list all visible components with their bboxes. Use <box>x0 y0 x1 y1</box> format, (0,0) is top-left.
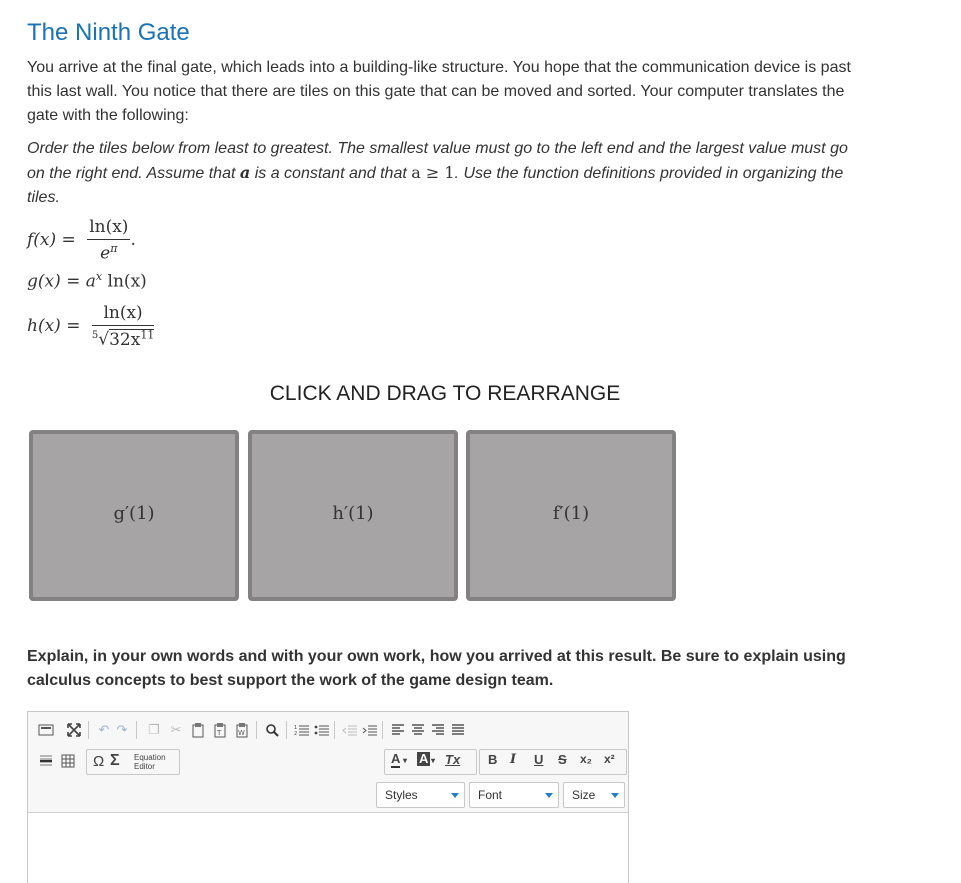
align-center-icon[interactable] <box>408 720 428 740</box>
align-left-icon[interactable] <box>388 720 408 740</box>
explain-prompt: Explain, in your own words and with your own work, how you arrived at this result. Be sure to explain using calculus concepts to best support the work of the game design team. <box>27 648 846 689</box>
svg-text:2: 2 <box>294 731 298 737</box>
page-title: The Ninth Gate <box>27 19 190 46</box>
tile-label: h′(1) <box>332 503 374 524</box>
toolbar-separator <box>136 721 137 739</box>
table-icon[interactable] <box>58 751 78 771</box>
paste-word-icon[interactable] <box>232 720 252 740</box>
h-fraction <box>92 303 154 350</box>
text-style-group <box>479 749 627 775</box>
function-f-definition: f(x) = $\frac{\ln(x)}{e^\pi}$ . <box>27 217 136 264</box>
equation-editor-label: Equation Editor <box>134 753 166 771</box>
tile-f-prime[interactable] <box>466 430 676 601</box>
italic-button[interactable]: I <box>510 752 517 767</box>
h-numerator: ln(x) <box>92 303 154 326</box>
tile-label: f′(1) <box>552 503 590 524</box>
align-right-icon[interactable] <box>428 720 448 740</box>
equation-editor-button[interactable] <box>86 749 180 775</box>
g-exponent: x <box>95 270 103 283</box>
chevron-down-icon <box>611 793 619 798</box>
text-color-dropdown-icon[interactable]: ▾ <box>403 756 408 765</box>
superscript-button[interactable]: x² <box>604 752 615 766</box>
indent-icon[interactable] <box>360 720 380 740</box>
omega-icon: Ω <box>93 753 105 770</box>
drag-instruction: CLICK AND DRAG TO REARRANGE <box>269 382 621 405</box>
underline-button[interactable]: U <box>534 752 544 767</box>
editor-toolbar <box>28 712 628 813</box>
toolbar-separator <box>334 721 335 739</box>
maximize-icon[interactable] <box>64 720 84 740</box>
styles-dropdown[interactable] <box>376 782 465 808</box>
g-rhs: ln(x) <box>102 271 147 292</box>
tile-g-prime[interactable] <box>29 430 239 601</box>
bold-button[interactable]: B <box>488 752 498 767</box>
f-fraction <box>87 217 130 264</box>
outdent-icon[interactable] <box>340 720 360 740</box>
g-lhs: g(x) = a <box>27 271 96 292</box>
font-dropdown[interactable] <box>469 782 559 808</box>
source-icon[interactable] <box>36 720 56 740</box>
task-prompt <box>27 137 867 210</box>
intro-paragraph: You arrive at the final gate, which leads into a building-like structure. You hope that the communication device is past this last wall. You notice that there are tiles on this gate that can be moved and sorted. Your computer translates the gate with the following: <box>27 59 851 124</box>
prompt-part3: . Use the function definitions provided in organizing the tiles. <box>27 165 844 206</box>
strikethrough-button[interactable]: S <box>558 752 567 767</box>
prompt-condition: a ≥ 1 <box>411 163 455 182</box>
bulleted-list-icon[interactable] <box>312 720 332 740</box>
size-dropdown[interactable] <box>563 782 625 808</box>
justify-icon[interactable] <box>448 720 468 740</box>
styles-label: Styles <box>385 788 418 802</box>
background-color-dropdown-icon[interactable]: ▾ <box>431 756 436 765</box>
function-h-definition <box>27 303 154 350</box>
svg-text:W: W <box>238 729 245 737</box>
editor-text-area[interactable] <box>28 813 628 883</box>
h-denominator: $^5√32x^{11}$ <box>91 328 155 350</box>
toolbar-separator <box>256 721 257 739</box>
tile-h-prime[interactable] <box>248 430 458 601</box>
text-color-button[interactable]: A <box>391 751 401 766</box>
cut-icon[interactable]: ✂ <box>170 722 182 737</box>
remove-format-button[interactable]: Tx <box>445 752 461 767</box>
svg-text:1: 1 <box>294 725 298 731</box>
numbered-list-icon[interactable] <box>292 720 312 740</box>
subscript-button[interactable]: x₂ <box>580 752 593 766</box>
sigma-icon: Σ <box>110 752 120 769</box>
toolbar-separator <box>382 721 383 739</box>
f-lhs: f(x) = <box>27 229 76 250</box>
prompt-var-a: a <box>239 163 251 182</box>
chevron-down-icon <box>451 793 459 798</box>
paste-icon[interactable] <box>188 720 208 740</box>
f-denominator: $e^\pi$ <box>100 242 118 264</box>
chevron-down-icon <box>545 793 553 798</box>
tile-label: g′(1) <box>113 503 155 524</box>
background-color-button[interactable]: A <box>419 751 429 766</box>
font-label: Font <box>478 788 503 802</box>
svg-text:T: T <box>217 729 222 737</box>
prompt-part1: Order the tiles below from least to greatest. The smallest value must go to the left end and the largest value must go on the right end. Assume that <box>27 140 848 182</box>
paste-text-icon[interactable] <box>210 720 230 740</box>
redo-icon[interactable]: ↷ <box>116 722 128 737</box>
color-format-group <box>384 749 477 775</box>
copy-icon[interactable]: ❐ <box>148 722 160 737</box>
horizontal-rule-icon[interactable] <box>36 751 56 771</box>
find-icon[interactable] <box>262 720 282 740</box>
prompt-part2: is a constant and that <box>250 165 412 182</box>
toolbar-separator <box>88 721 89 739</box>
h-lhs: h(x) = <box>27 315 81 336</box>
undo-icon[interactable]: ↶ <box>98 722 110 737</box>
rich-text-editor <box>27 711 629 883</box>
toolbar-separator <box>286 721 287 739</box>
function-g-definition <box>27 270 147 292</box>
f-numerator: ln(x) <box>87 217 130 240</box>
size-label: Size <box>572 788 596 802</box>
